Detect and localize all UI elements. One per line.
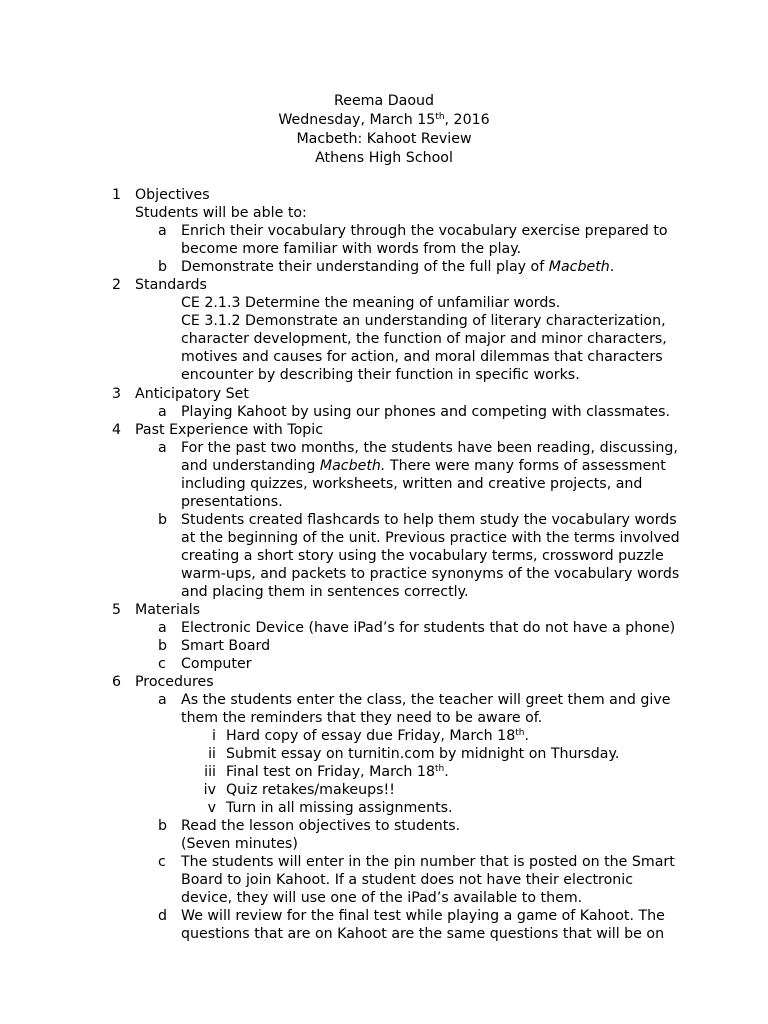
section-heading: Materials (135, 602, 201, 618)
list-item: b Smart Board (158, 638, 271, 654)
reminder-item: iii Final test on Friday, March 18th. (204, 764, 449, 780)
list-item: c Computer (158, 656, 252, 672)
reminder-item: ii Submit essay on turnitin.com by midnight on Thursday. (208, 746, 620, 762)
section-anticipatory-set (0, 385, 768, 403)
standard-item: CE 3.1.2 Demonstrate an understanding of literary characterization, character development, the function of major and minor characters, motives and causes for action, and moral dilemmas that characters encounter by describing their function in specific works. (181, 313, 667, 383)
list-item: b Demonstrate their understanding of the full play of Macbeth. (158, 259, 615, 275)
list-item: b Students created flashcards to help them study the vocabulary words at the beginning of the unit. Previous practice with the terms involved creating a short story using the vocabulary terms, crossword puzzle warm-ups, and packets to practice synonyms of the vocabulary words and placing them in sentences correctly. (158, 512, 680, 600)
lesson-plan-body (0, 186, 768, 943)
section-materials (0, 601, 768, 619)
section-number: 4 (112, 422, 122, 438)
section-number: 2 (112, 277, 122, 293)
standard-item: CE 2.1.3 Determine the meaning of unfamiliar words. (181, 295, 561, 311)
section-number: 6 (112, 674, 122, 690)
reminder-item: iv Quiz retakes/makeups!! (203, 782, 395, 798)
list-item: a Enrich their vocabulary through the vocabulary exercise prepared to become more familiar with words from the play. (158, 223, 668, 257)
section-heading: Objectives (135, 187, 210, 203)
lesson-title: Macbeth: Kahoot Review (296, 131, 472, 147)
section-number: 1 (112, 187, 122, 203)
list-item: a For the past two months, the students have been reading, discussing, and understanding Macbeth. There were many forms of assessment including quizzes, worksheets, written and creative projects, and presentations. (158, 440, 678, 510)
list-item: a Electronic Device (have iPad’s for students that do not have a phone) (158, 620, 676, 636)
section-procedures (0, 673, 768, 691)
list-item: a As the students enter the class, the teacher will greet them and give them the reminders that they need to be aware of. (158, 692, 671, 726)
section-heading: Anticipatory Set (135, 386, 249, 402)
reminder-item: v Turn in all missing assignments. (207, 800, 453, 816)
lesson-date: Wednesday, March 15th, 2016 (278, 112, 490, 128)
section-past-experience (0, 421, 768, 439)
objectives-intro: Students will be able to: (135, 205, 307, 221)
section-heading: Procedures (135, 674, 214, 690)
section-heading: Standards (135, 277, 207, 293)
time-note: (Seven minutes) (181, 836, 298, 852)
list-item: b Read the lesson objectives to students. (158, 818, 461, 834)
author-name: Reema Daoud (334, 93, 434, 109)
reminder-item: i Hard copy of essay due Friday, March 18th. (212, 728, 529, 744)
list-item: a Playing Kahoot by using our phones and competing with classmates. (158, 404, 671, 420)
document-header (0, 92, 768, 168)
section-number: 5 (112, 602, 122, 618)
school-name: Athens High School (315, 150, 453, 166)
list-item: c The students will enter in the pin number that is posted on the Smart Board to join Kahoot. If a student does not have their electronic device, they will use one of the iPad’s available to them. (158, 854, 675, 906)
list-item: d We will review for the final test while playing a game of Kahoot. The questions that are on Kahoot are the same questions that will be on (158, 908, 665, 942)
section-number: 3 (112, 386, 122, 402)
section-heading: Past Experience with Topic (135, 422, 323, 438)
section-objectives (0, 186, 768, 204)
section-standards (0, 276, 768, 294)
